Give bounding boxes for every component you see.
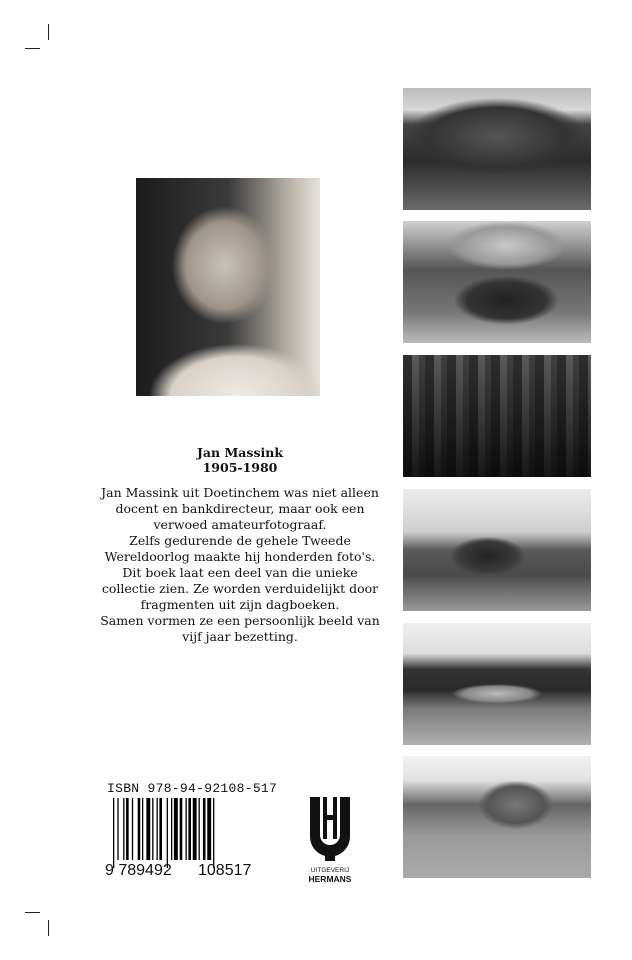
barcode-bar <box>126 798 129 860</box>
barcode-bar <box>186 798 187 860</box>
barcode-bar <box>157 798 158 860</box>
author-portrait <box>136 178 320 396</box>
barcode-bar <box>146 798 150 860</box>
crop-mark <box>48 920 49 936</box>
photo-horse-truck <box>403 489 591 611</box>
author-years: 1905-1980 <box>202 460 278 475</box>
publisher-name: HERMANS <box>308 874 352 884</box>
barcode-digits-right: 108517 <box>198 862 252 879</box>
publisher-logo-mark <box>308 795 352 863</box>
barcode-bar <box>203 798 206 860</box>
photo-aircraft <box>403 623 591 745</box>
blurb-line: vijf jaar bezetting. <box>182 629 298 644</box>
barcode-bar <box>174 798 178 860</box>
barcode-bar <box>138 798 141 860</box>
barcode-bar <box>152 798 153 860</box>
publisher-logo <box>308 795 352 885</box>
crop-mark <box>25 48 40 49</box>
barcode-digits-left: 9 789492 <box>105 862 172 879</box>
blurb-line: fragmenten uit zijn dagboeken. <box>140 597 340 612</box>
blurb-line: Dit boek laat een deel van die unieke <box>122 565 358 580</box>
barcode-bar <box>171 798 172 860</box>
blurb <box>100 485 380 645</box>
photo-car <box>403 221 591 343</box>
barcode-bar <box>117 798 118 860</box>
photo-soldiers <box>403 355 591 477</box>
blurb-line: docent en bankdirecteur, maar ook een <box>115 501 365 516</box>
isbn-text: ISBN 978-94-92108-517 <box>107 781 278 796</box>
barcode-bar <box>113 798 114 868</box>
barcode-bar <box>123 798 124 860</box>
barcode-bar <box>180 798 183 860</box>
barcode-bar <box>142 798 143 860</box>
author-caption <box>100 445 380 475</box>
blurb-line: Samen vormen ze een persoonlijk beeld van <box>100 613 380 628</box>
barcode-bar <box>167 798 168 868</box>
blurb-line: Zelfs gedurende de gehele Tweede <box>129 533 351 548</box>
barcode-bar <box>207 798 211 860</box>
barcode-bar <box>199 798 200 860</box>
author-name: Jan Massink <box>197 445 283 460</box>
barcode-bar <box>132 798 133 860</box>
publisher-line1: UITGEVERIJ <box>310 867 350 874</box>
barcode-bar <box>188 798 191 860</box>
barcode <box>113 798 263 868</box>
barcode-bar <box>159 798 162 860</box>
blurb-line: Jan Massink uit Doetinchem was niet alleen <box>101 485 379 500</box>
photo-ruins <box>403 756 591 878</box>
barcode-bar <box>213 798 214 868</box>
photo-bells <box>403 88 591 210</box>
barcode-bar <box>193 798 197 860</box>
blurb-line: collectie zien. Ze worden verduidelijkt door <box>101 581 379 596</box>
blurb-line: verwoed amateurfotograaf. <box>153 517 327 532</box>
crop-mark <box>48 24 49 40</box>
blurb-line: Wereldoorlog maakte hij honderden foto's. <box>104 549 376 564</box>
crop-mark <box>25 912 40 913</box>
